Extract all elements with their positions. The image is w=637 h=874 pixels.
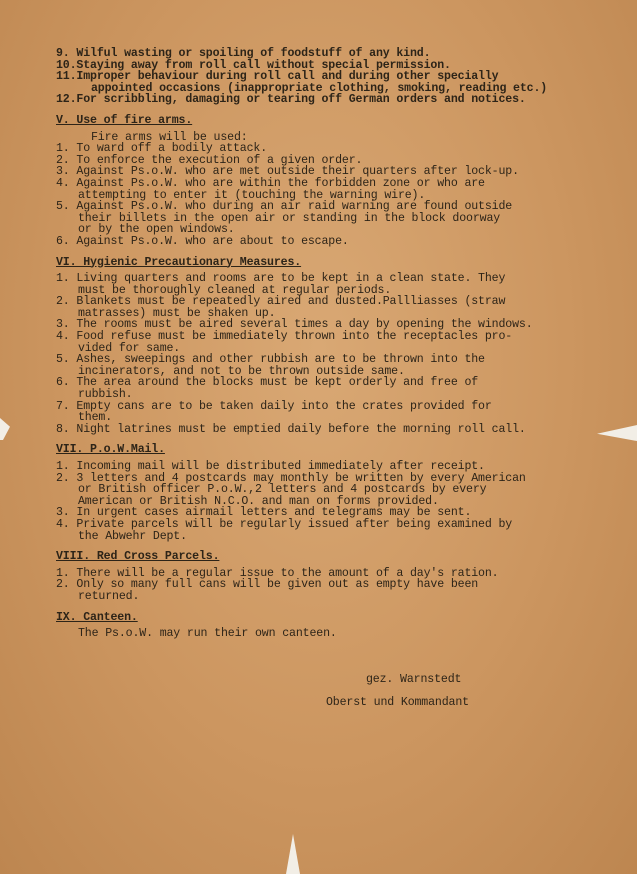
section-7-item: 1. Incoming mail will be distributed immediately after receipt.	[56, 460, 485, 473]
offence-10: 10.Staying away from roll call without special permission.	[56, 58, 451, 72]
section-9-item: The Ps.o.W. may run their own canteen.	[78, 627, 337, 641]
section-8-item: 2. Only so many full cans will be given out as empty have been	[56, 578, 479, 592]
section-5-heading: V. Use of fire arms.	[56, 113, 193, 127]
section-7-item: 4. Private parcels will be regularly issued after being examined by	[56, 517, 513, 531]
section-6-item: 2. Blankets must be repeatedly aired and dusted.Pallliasses (straw	[56, 295, 506, 309]
continued-offences-list	[56, 48, 616, 106]
section-5-item: 5. Against Ps.o.W. who during an air raid warning are found outside	[56, 200, 513, 214]
section-6-heading: VI. Hygienic Precautionary Measures.	[56, 255, 302, 269]
section-7-item-cont: American or British N.C.O. and man on forms provided.	[78, 494, 439, 508]
section-8-item: 1. There will be a regular issue to the amount of a day's ration.	[56, 566, 499, 580]
offence-12: 12.For scribbling, damaging or tearing off German orders and notices.	[56, 93, 526, 107]
offence-9: 9. Wilful wasting or spoiling of foodstuff of any kind.	[56, 47, 431, 60]
section-7-item-cont: the Abwehr Dept.	[78, 529, 187, 543]
section-6-item: 3. The rooms must be aired several times a day by opening the windows.	[56, 318, 533, 332]
section-6-item: 7. Empty cans are to be taken daily into the crates provided for	[56, 399, 492, 413]
section-5-item: 1. To ward off a bodily attack.	[56, 142, 268, 156]
section-7-heading: VII. P.o.W.Mail.	[56, 443, 165, 457]
section-5-item: 3. Against Ps.o.W. who are met outside their quarters after lock-up.	[56, 165, 519, 179]
section-9-heading: IX. Canteen.	[56, 610, 138, 624]
section-5-intro: Fire arms will be used:	[91, 130, 248, 144]
signature-title: Oberst und Kommandant	[326, 696, 469, 710]
section-6-item: 1. Living quarters and rooms are to be kept in a clean state. They	[56, 272, 506, 286]
section-6-item-cont: must be thoroughly cleaned at regular periods.	[78, 283, 392, 297]
offence-11: 11.Improper behaviour during roll call and during other specially	[56, 70, 499, 84]
section-5-item: 2. To enforce the execution of a given order.	[56, 153, 363, 167]
section-6-item-cont: vided for same.	[78, 341, 181, 355]
torn-edge-left	[0, 418, 10, 440]
section-5-item: 4. Against Ps.o.W. who are within the forbidden zone or who are	[56, 176, 485, 190]
section-8-item-cont: returned.	[78, 589, 140, 603]
section-6-item-cont: rubbish.	[78, 388, 133, 402]
section-6-item: 8. Night latrines must be emptied daily before the morning roll call.	[56, 422, 526, 436]
section-6-item-cont: matrasses) must be shaken up.	[78, 306, 276, 320]
section-7-item-cont: or British officer P.o.W.,2 letters and 4 postcards by every	[78, 483, 487, 497]
torn-edge-bottom	[286, 834, 300, 874]
document-body	[56, 48, 616, 709]
section-5-item-cont: attempting to enter it (touching the warning wire).	[78, 188, 426, 202]
section-7-item: 3. In urgent cases airmail letters and telegrams may be sent.	[56, 506, 472, 520]
signature-name: gez. Warnstedt	[366, 672, 462, 686]
section-5-item-cont: their billets in the open air or standing in the block doorway	[78, 211, 501, 225]
section-6-item: 4. Food refuse must be immediately thrown into the receptacles pro-	[56, 330, 513, 344]
section-7-item: 2. 3 letters and 4 postcards may monthly be written by every American	[56, 471, 526, 485]
section-8-heading: VIII. Red Cross Parcels.	[56, 550, 220, 564]
section-6-item: 5. Ashes, sweepings and other rubbish are to be thrown into the	[56, 353, 485, 367]
section-6-item-cont: incinerators, and not to be thrown outside same.	[78, 364, 405, 378]
section-5-item-cont: or by the open windows.	[78, 223, 235, 237]
offence-11-cont: appointed occasions (inappropriate clothing, smoking, reading etc.)	[91, 81, 548, 95]
section-6-item-cont: them.	[78, 411, 113, 425]
section-5-item: 6. Against Ps.o.W. who are about to escape.	[56, 234, 349, 248]
section-6-item: 6. The area around the blocks must be kept orderly and free of	[56, 376, 479, 390]
